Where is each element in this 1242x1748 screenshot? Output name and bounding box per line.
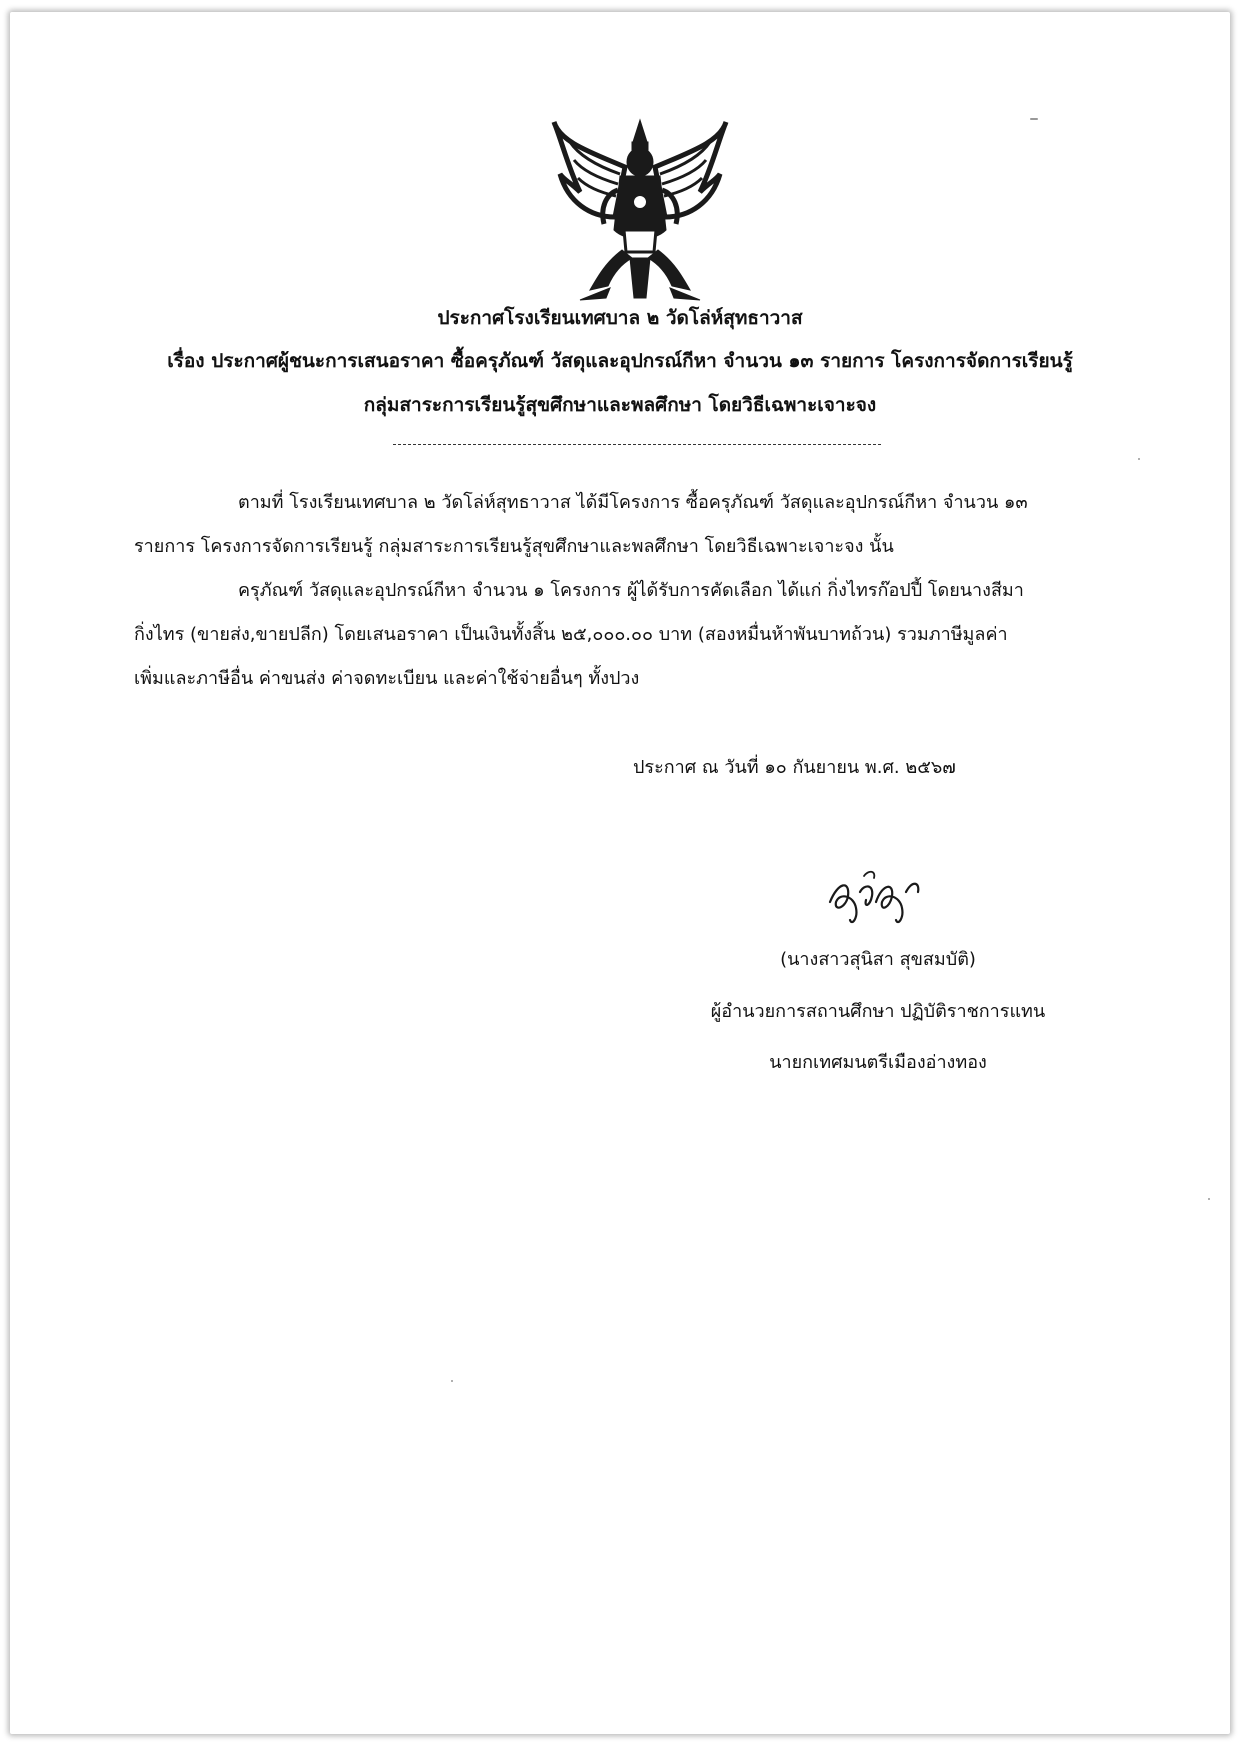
body-paragraph-line-5: เพิ่มและภาษีอื่น ค่าขนส่ง ค่าจดทะเบียน และค่าใช้จ่ายอื่นๆ ทั้งปวง xyxy=(134,668,640,689)
garuda-emblem-icon xyxy=(550,112,730,302)
body-paragraph-line-4: กิ่งไทร (ขายส่ง,ขายปลีก) โดยเสนอราคา เป็นเงินทั้งสิ้น ๒๕,๐๐๐.๐๐ บาท (สองหมื่นห้าพันบาทถ้วน) รวมภาษีมูลค่า xyxy=(134,624,1008,645)
body-paragraph-line-2: รายการ โครงการจัดการเรียนรู้ กลุ่มสาระการเรียนรู้สุขศึกษาและพลศึกษา โดยวิธีเฉพาะเจาะจง นั้น xyxy=(134,536,894,557)
announcement-title: ประกาศโรงเรียนเทศบาล ๒ วัดโล่ห์สุทธาวาส xyxy=(437,307,803,329)
signatory-on-behalf-of: นายกเทศมนตรีเมืองอ่างทอง xyxy=(769,1052,987,1073)
body-paragraph-line-3: ครุภัณฑ์ วัสดุและอุปกรณ์กีหา จำนวน ๑ โครงการ ผู้ได้รับการคัดเลือก ได้แก่ กิ่งไทรก๊อปปี้ โดยนางสีมา xyxy=(238,580,1024,601)
separator-line xyxy=(393,444,881,445)
announcement-date: ประกาศ ณ วันที่ ๑๐ กันยายน พ.ศ. ๒๕๖๗ xyxy=(633,757,956,778)
scan-speck xyxy=(1208,1198,1210,1200)
scan-speck xyxy=(1030,118,1038,120)
subject-line-2: กลุ่มสาระการเรียนรู้สุขศึกษาและพลศึกษา โดยวิธีเฉพาะเจาะจง xyxy=(363,394,877,416)
signatory-name: (นางสาวสุนิสา สุขสมบัติ) xyxy=(780,949,976,970)
signatory-position: ผู้อำนวยการสถานศึกษา ปฏิบัติราชการแทน xyxy=(710,1001,1046,1022)
body-paragraph-line-1: ตามที่ โรงเรียนเทศบาล ๒ วัดโล่ห์สุทธาวาส ได้มีโครงการ ซื้อครุภัณฑ์ วัสดุและอุปกรณ์กีหา จำนวน ๑๓ xyxy=(238,492,1028,513)
subject-line-1: เรื่อง ประกาศผู้ชนะการเสนอราคา ซื้อครุภัณฑ์ วัสดุและอุปกรณ์กีหา จำนวน ๑๓ รายการ โครงการจัดการเรียนรู้ xyxy=(167,350,1073,372)
document-page xyxy=(10,12,1230,1734)
scan-speck xyxy=(451,1380,453,1382)
scan-speck xyxy=(1138,458,1140,460)
handwritten-signature xyxy=(820,862,930,932)
